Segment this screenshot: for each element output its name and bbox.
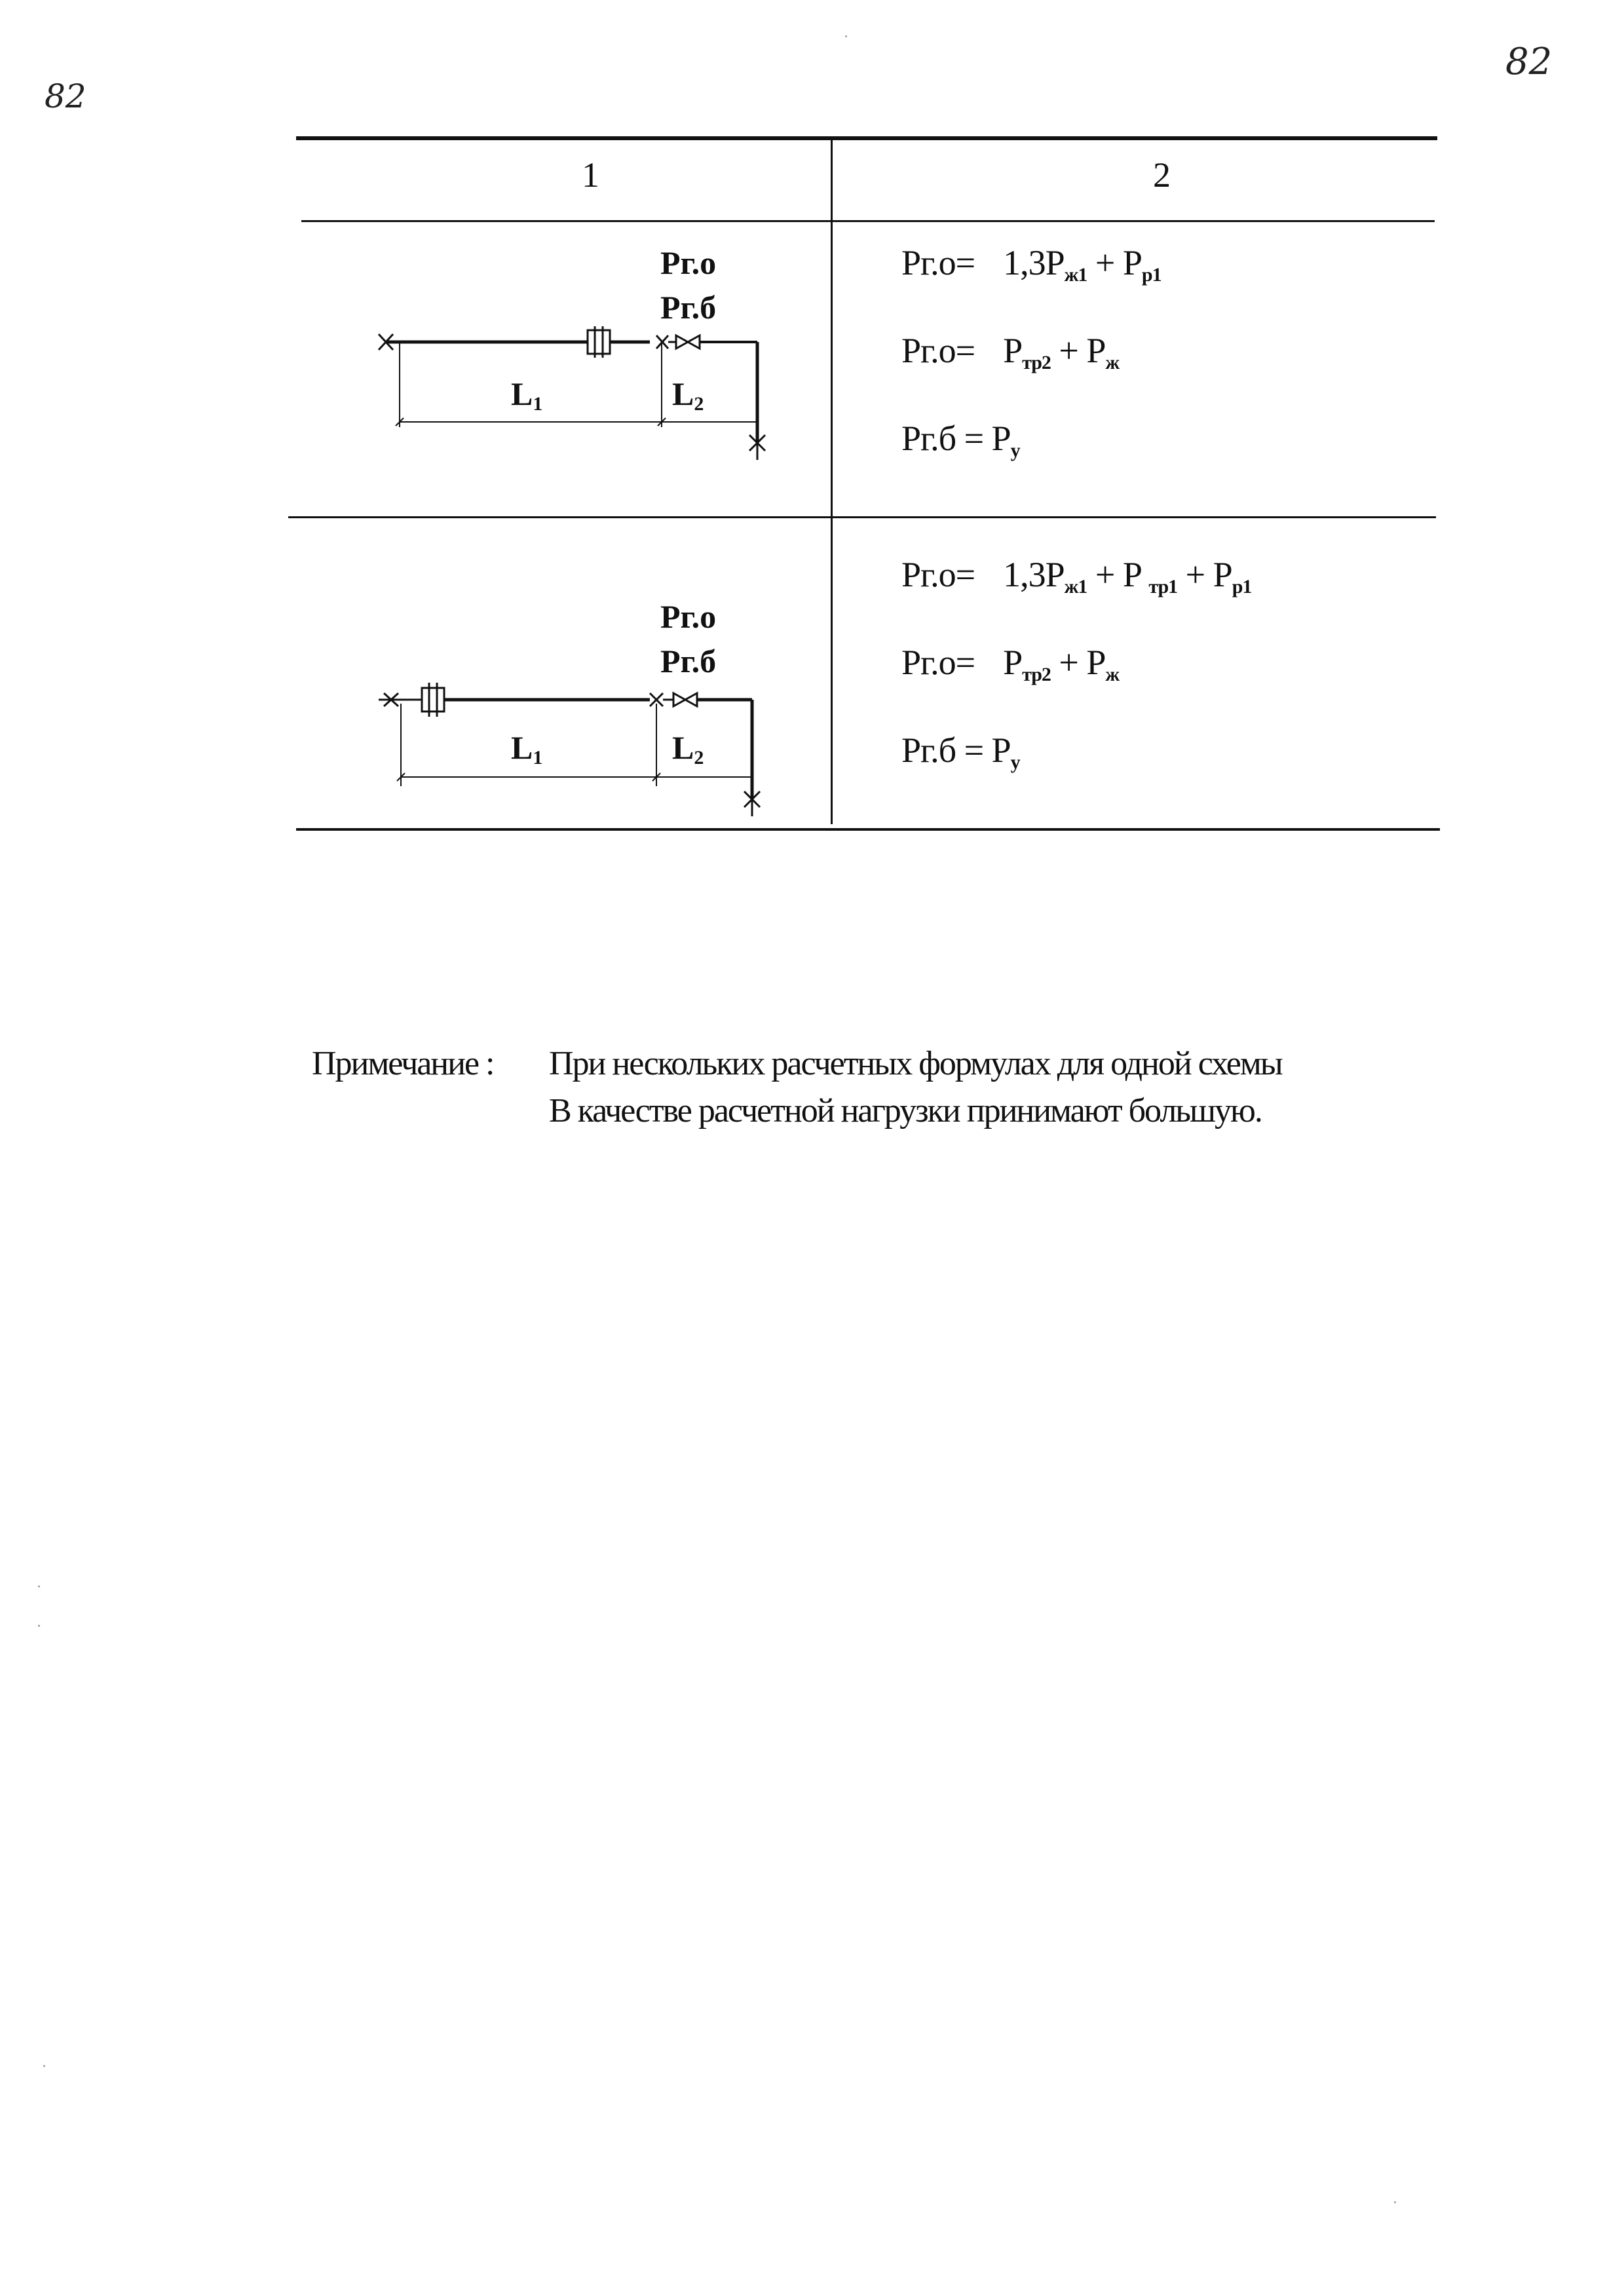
formula-term: P — [1122, 243, 1142, 282]
formula-term: P — [1122, 555, 1141, 594]
formula-op: = — [964, 419, 984, 458]
row1-label-rgo: Рг.о — [660, 244, 717, 281]
dim-label-base: L — [511, 729, 533, 766]
formula-op: = — [955, 643, 975, 682]
dim-label-sub: 2 — [694, 747, 704, 768]
formula-sub: у — [1010, 751, 1020, 773]
column-header-1: 1 — [582, 155, 599, 195]
dim-label-base: L — [672, 729, 694, 766]
compensator-icon — [583, 326, 610, 358]
formula-lhs: Рг.б — [901, 419, 956, 458]
column-header-2: 2 — [1153, 155, 1171, 195]
formula-sub: ж1 — [1064, 576, 1087, 597]
formula-lhs: Рг.о — [901, 243, 956, 282]
formula-lhs: Рг.о — [901, 331, 956, 370]
dim-label-base: L — [672, 375, 694, 412]
row2-formula-2 — [901, 642, 1119, 686]
table-column-divider — [831, 138, 833, 824]
note-label: Примечание : — [312, 1045, 494, 1082]
formula-term: + — [1185, 555, 1205, 594]
page-number-right: 82 — [1505, 41, 1553, 83]
dim-label-sub: 1 — [533, 747, 543, 768]
note-line-1: При нескольких расчетных формулах для одной схемы — [549, 1045, 1282, 1082]
row1-label-rgb: Рг.б — [660, 289, 717, 326]
row2-label-rgb: Рг.б — [660, 643, 717, 679]
formula-term: P — [1086, 331, 1106, 370]
compensator-icon — [422, 683, 444, 717]
row2-dim-l1 — [511, 729, 542, 769]
note-line-2: В качестве расчетной нагрузки принимают большую. — [549, 1092, 1262, 1129]
row2-label-rgo: Рг.о — [660, 598, 717, 635]
formula-term: P — [991, 419, 1011, 458]
formula-term: P — [1003, 331, 1023, 370]
formula-term: 1,3P — [1003, 243, 1065, 282]
row2-pipeline-diagram — [375, 668, 794, 825]
row2-dim-l2 — [672, 729, 704, 769]
formula-sub: у — [1010, 440, 1020, 461]
table-top-rule — [296, 136, 1437, 140]
formula-term: + — [1059, 643, 1078, 682]
formula-op: = — [964, 730, 984, 770]
row1-formula-1 — [901, 242, 1161, 286]
formula-lhs: Рг.б — [901, 730, 956, 770]
formula-term: + — [1095, 555, 1115, 594]
scan-speck — [38, 1585, 40, 1587]
formula-term: P — [991, 730, 1011, 770]
dim-label-sub: 1 — [533, 393, 543, 415]
formula-sub: ж1 — [1064, 264, 1087, 286]
row1-pipeline-diagram — [367, 314, 786, 472]
row2-formula-1 — [901, 554, 1251, 598]
formula-op: = — [955, 243, 975, 282]
formula-term: P — [1003, 643, 1023, 682]
page-number-left: 82 — [45, 77, 86, 115]
formula-sub: тр2 — [1022, 352, 1051, 373]
table-bottom-rule — [296, 828, 1440, 831]
valve-icon — [663, 693, 697, 706]
formula-term: 1,3P — [1003, 555, 1065, 594]
formula-sub: р1 — [1232, 576, 1252, 597]
formula-lhs: Рг.о — [901, 555, 956, 594]
formula-sub: р1 — [1141, 264, 1161, 286]
row2-formula-3 — [901, 730, 1020, 774]
scan-speck — [43, 2065, 45, 2067]
row1-dim-l2 — [672, 375, 704, 415]
valve-icon — [668, 335, 700, 349]
formula-term: + — [1095, 243, 1115, 282]
dim-label-base: L — [511, 375, 533, 412]
formula-op: = — [955, 555, 975, 594]
formula-term: P — [1213, 555, 1232, 594]
scan-speck — [38, 1625, 40, 1627]
table-row-divider — [288, 516, 1436, 518]
formula-term: P — [1086, 643, 1106, 682]
dim-label-sub: 2 — [694, 393, 704, 415]
formula-term: + — [1059, 331, 1078, 370]
table-header-rule — [301, 220, 1435, 222]
row1-dim-l1 — [511, 375, 542, 415]
formula-sub: ж — [1105, 352, 1120, 373]
formula-lhs: Рг.о — [901, 643, 956, 682]
row1-formula-2 — [901, 330, 1119, 374]
row1-formula-3 — [901, 418, 1020, 462]
formula-op: = — [955, 331, 975, 370]
formula-sub: тр2 — [1022, 664, 1051, 685]
formula-sub: тр1 — [1148, 576, 1178, 597]
scan-speck — [1394, 2201, 1396, 2203]
formula-sub: ж — [1105, 664, 1120, 685]
scan-speck — [845, 35, 847, 37]
